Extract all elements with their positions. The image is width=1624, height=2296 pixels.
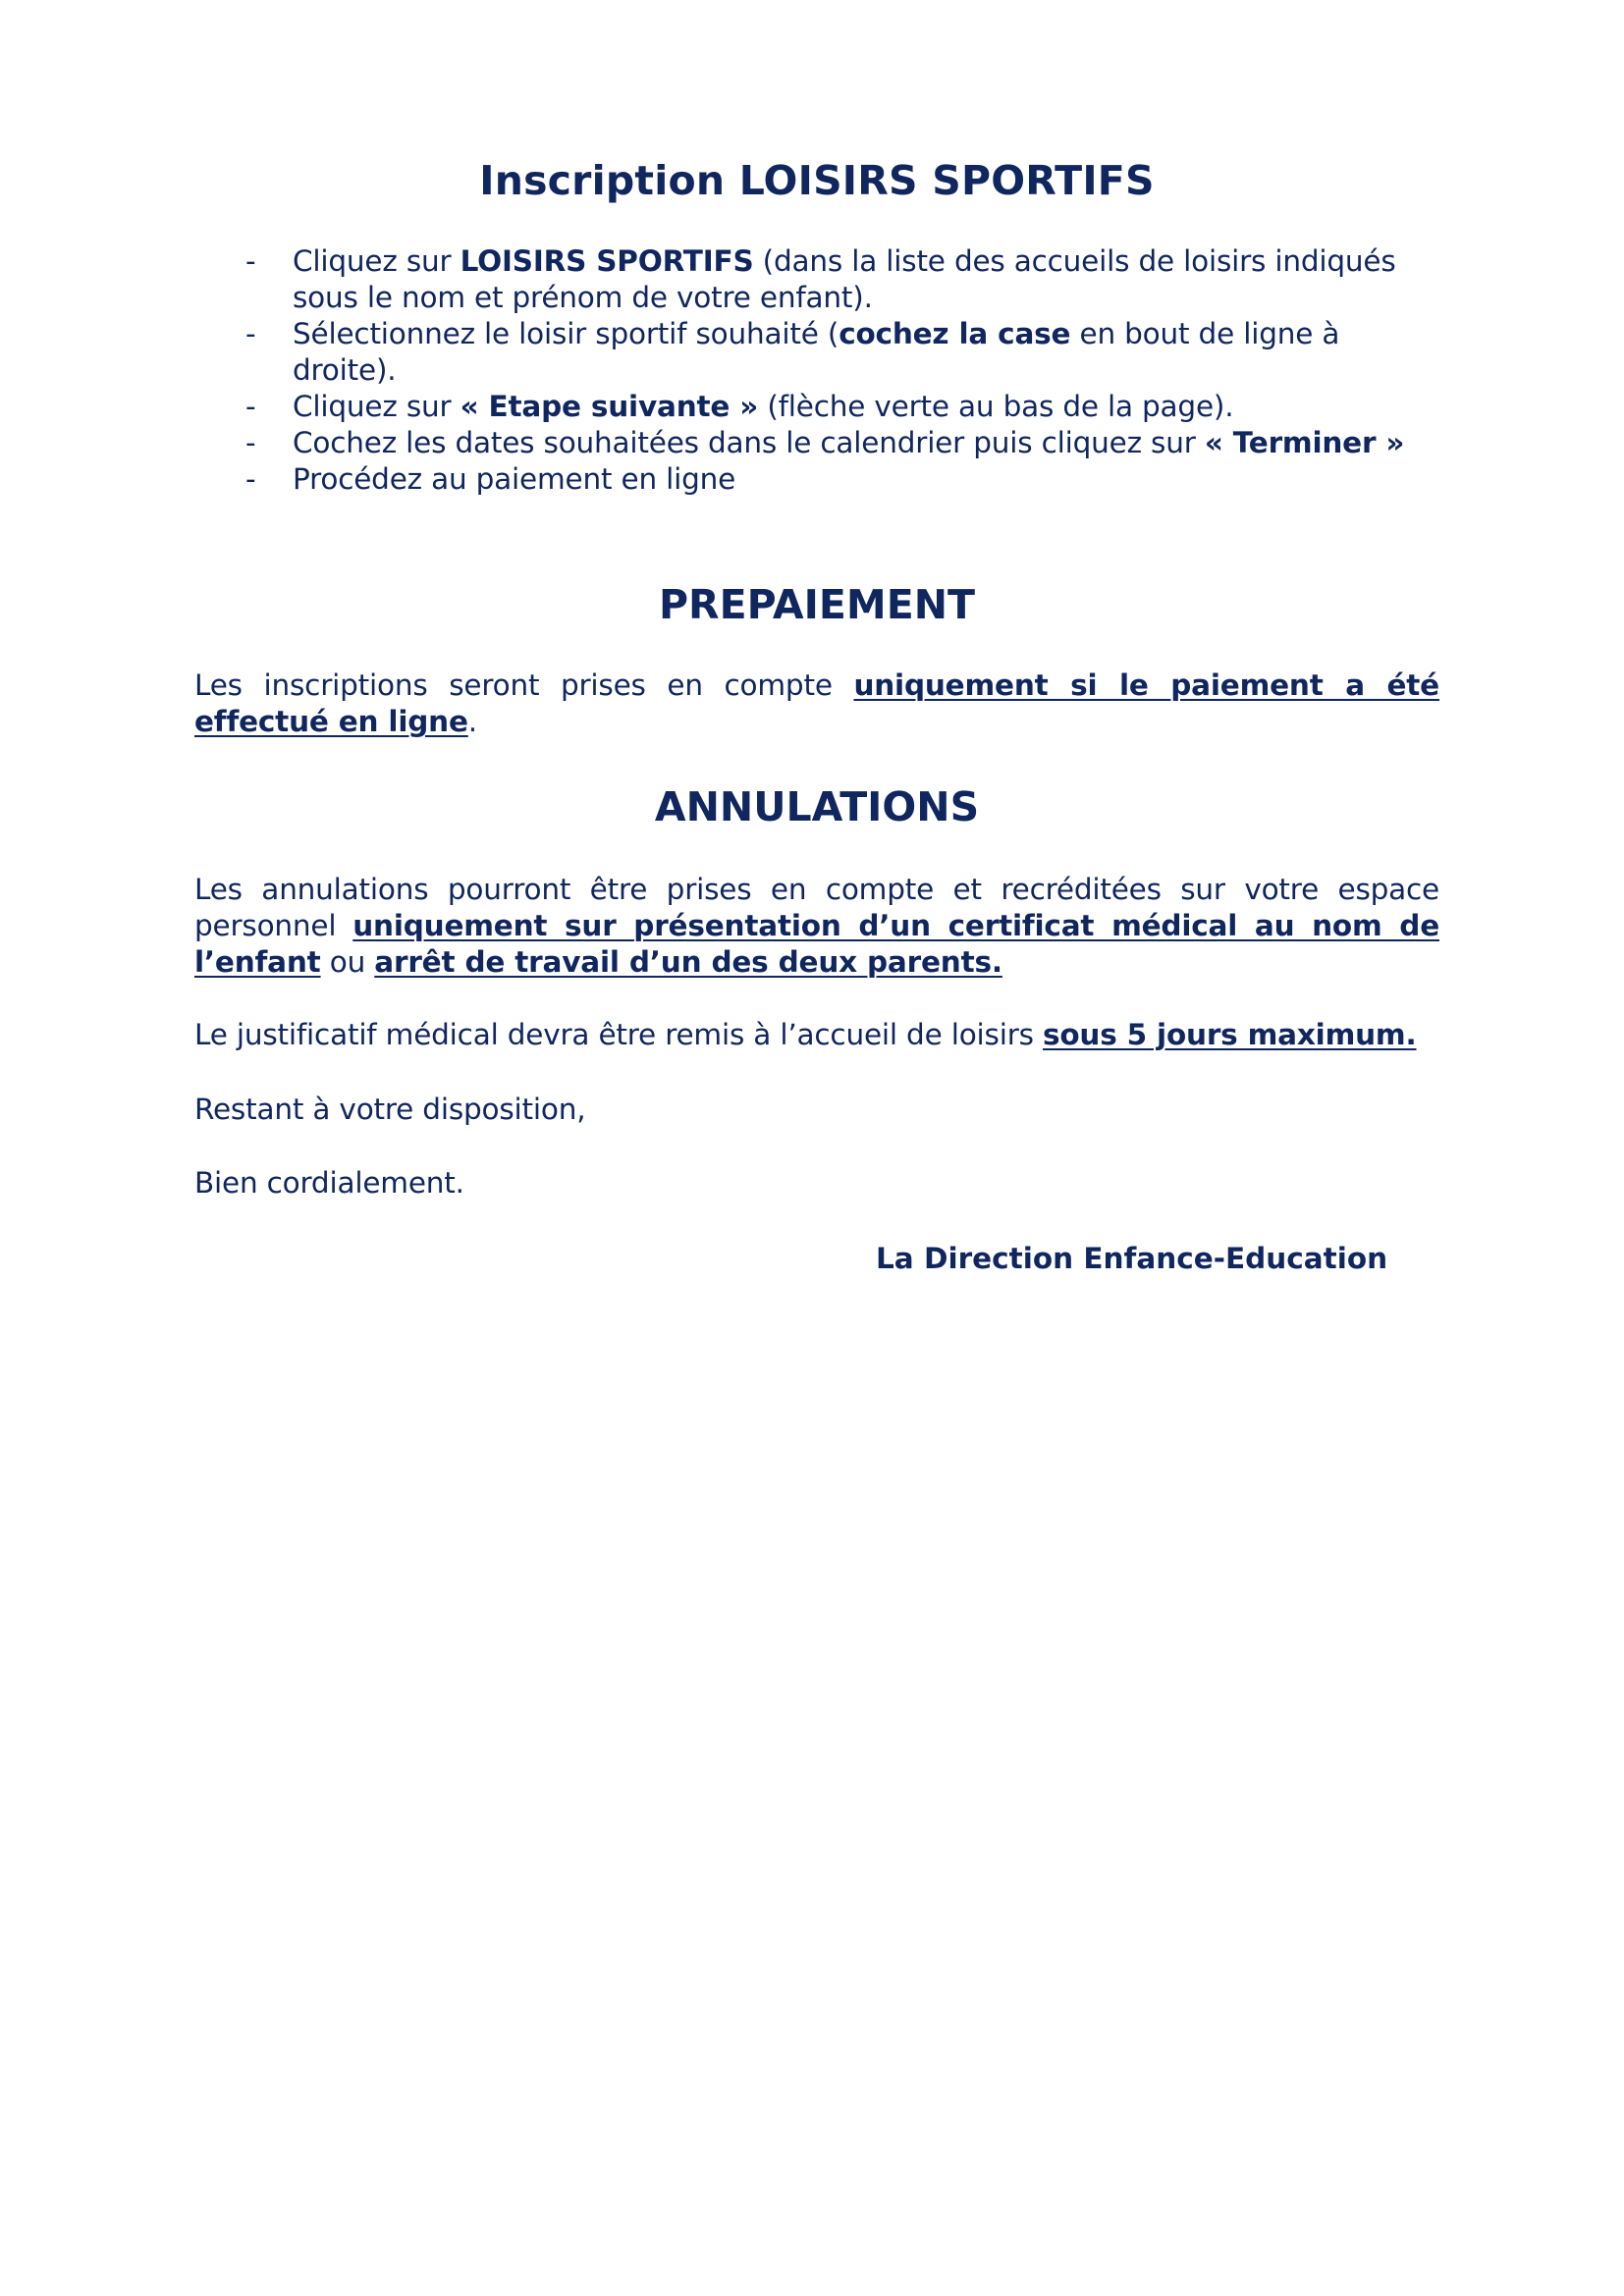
step-text: (flèche verte au bas de la page). [758, 390, 1234, 423]
step-text: Cliquez sur [293, 244, 460, 278]
instruction-steps-list [194, 243, 1439, 498]
annulations-text: Les annulations pourront être prises en compte et recréditées sur votre espace personnel [194, 873, 1439, 942]
justificatif-deadline: sous 5 jours maximum. [1043, 1018, 1417, 1051]
step-emphasis: « Etape suivante » [460, 390, 759, 423]
prepaiement-heading: PREPAIEMENT [659, 581, 975, 628]
prepaiement-text-end: . [467, 705, 477, 738]
step-item [194, 316, 1439, 389]
list-dash: - [245, 317, 256, 350]
prepaiement-paragraph [194, 667, 1439, 740]
step-text: Cliquez sur [293, 390, 460, 423]
prepaiement-emphasis: uniquement si le paiement a été effectué en ligne [194, 668, 1439, 738]
annulations-emphasis-work-stoppage: arrêt de travail d’un des deux parents. [374, 945, 1002, 979]
signature: La Direction Enfance-Education [876, 1242, 1388, 1275]
page-title: Inscription LOISIRS SPORTIFS [479, 157, 1155, 204]
annulations-paragraph [194, 872, 1439, 981]
annulations-emphasis-certificate: uniquement sur présentation d’un certificat médical au nom de l’enfant [194, 909, 1440, 979]
step-item [194, 243, 1439, 316]
step-emphasis: LOISIRS SPORTIFS [460, 244, 754, 278]
justificatif-text: Le justificatif médical devra être remis à l’accueil de loisirs [194, 1018, 1043, 1051]
list-dash: - [245, 244, 256, 278]
step-item [194, 461, 1439, 498]
step-emphasis: « Terminer » [1204, 426, 1405, 459]
closing-line-2: Bien cordialement. [194, 1166, 464, 1200]
prepaiement-text: Les inscriptions seront prises en compte [194, 668, 854, 702]
annulations-text-or: ou [320, 945, 375, 979]
step-emphasis: cochez la case [839, 317, 1071, 350]
closing-line-1: Restant à votre disposition, [194, 1093, 586, 1126]
step-text: Sélectionnez le loisir sportif souhaité ( [293, 317, 839, 350]
list-dash: - [245, 390, 256, 423]
step-item [194, 425, 1439, 461]
justificatif-paragraph [194, 1017, 1439, 1053]
annulations-heading: ANNULATIONS [654, 783, 980, 830]
step-text: Procédez au paiement en ligne [293, 462, 736, 496]
step-text: (dans la liste des accueils de loisirs indiqués sous le nom et prénom de votre enfant). [293, 244, 1396, 314]
step-item [194, 389, 1439, 425]
list-dash: - [245, 462, 256, 496]
step-text: Cochez les dates souhaitées dans le calendrier puis cliquez sur [293, 426, 1205, 459]
list-dash: - [245, 426, 256, 459]
step-text: en bout de ligne à droite). [293, 317, 1340, 387]
